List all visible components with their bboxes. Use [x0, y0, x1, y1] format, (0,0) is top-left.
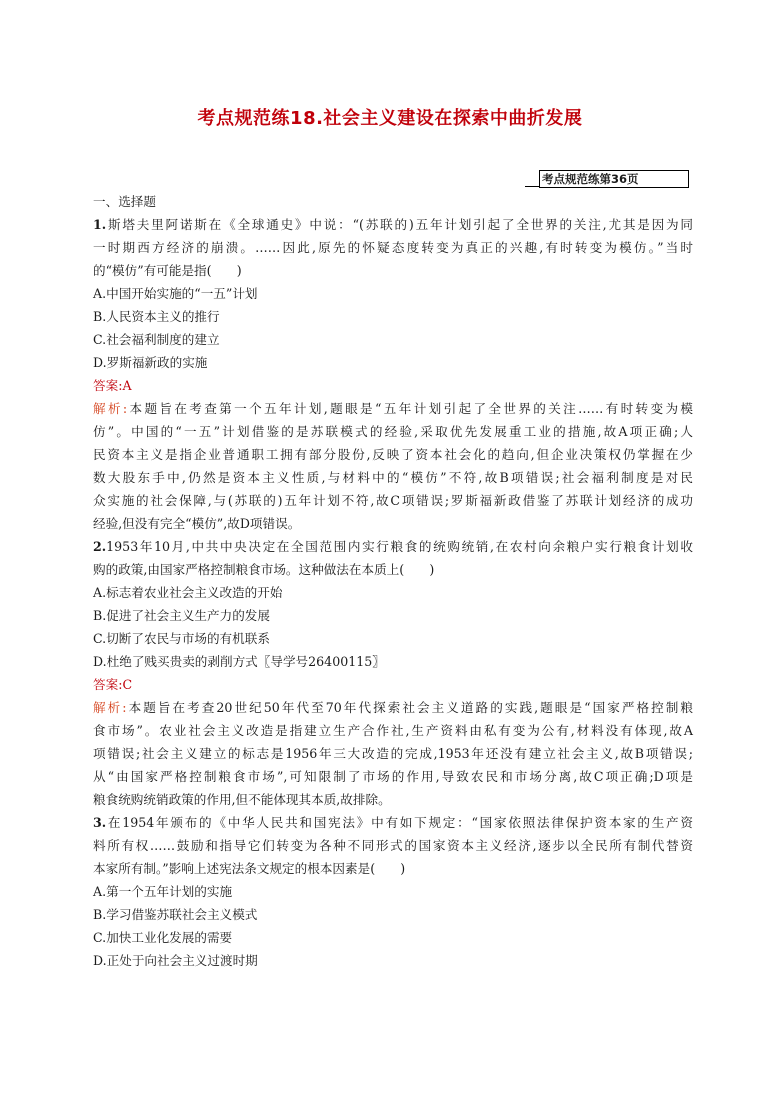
analysis-line: 民资本主义是指企业普通职工拥有部分股份,反映了资本社会化的趋向,但企业决策权仍掌握在少: [93, 447, 693, 462]
analysis-line: 解析:本题旨在考查第一个五年计划,题眼是“五年计划引起了全世界的关注……有时转变为模: [93, 401, 693, 416]
section-heading: 一、选择题: [93, 194, 156, 209]
option-c: C.切断了农民与市场的有机联系: [93, 631, 270, 646]
option-d: D.正处于向社会主义过渡时期: [93, 953, 258, 968]
analysis-line: 众实施的社会保障,与(苏联的)五年计划不符,故C项错误;罗斯福新政借鉴了苏联计划经济的成功: [93, 493, 693, 508]
page-title: 考点规范练18.社会主义建设在探索中曲折发展: [197, 108, 583, 129]
analysis-line: 数大股东手中,仍然是资本主义性质,与材料中的“模仿”不符,故B项错误;社会福利制度是对民: [93, 470, 693, 485]
question-stem-line: 3.在1954年颁布的《中华人民共和国宪法》中有如下规定：“国家依照法律保护资本家的生产资: [93, 815, 693, 830]
analysis-line: 食市场”。农业社会主义改造是指建立生产合作社,生产资料由私有变为公有,材料没有体现,故A: [93, 723, 693, 738]
question-stem-line: 本家所有制。”影响上述宪法条文规定的根本因素是( ): [93, 861, 406, 876]
question-2: [93, 535, 693, 811]
question-number: 3.: [93, 815, 107, 830]
option-b: B.学习借鉴苏联社会主义模式: [93, 907, 258, 922]
analysis-label: 解析:: [93, 700, 127, 715]
analysis-line: 仿”。中国的“一五”计划借鉴的是苏联模式的经验,采取优先发展重工业的措施,故A项正确;人: [93, 424, 693, 439]
question-number: 1.: [93, 217, 107, 232]
analysis-line: 经验,但没有完全“模仿”,故D项错误。: [93, 516, 301, 531]
answer-value: C: [122, 677, 133, 692]
question-3: [93, 811, 693, 972]
answer-line: [93, 673, 693, 696]
option-c: C.社会福利制度的建立: [93, 332, 220, 347]
question-stem-line: 2.1953年10月,中共中央决定在全国范围内实行粮食的统购统销,在农村向余粮户实行粮食计划收: [93, 539, 693, 554]
analysis-line: 粮食统购统销政策的作用,但不能体现其本质,故排除。: [93, 792, 391, 807]
option-a: A.第一个五年计划的实施: [93, 884, 233, 899]
question-stem-line: 购的政策,由国家严格控制粮食市场。这种做法在本质上( ): [93, 562, 435, 577]
question-stem-line: 料所有权……鼓励和指导它们转变为各种不同形式的国家资本主义经济,逐步以全民所有制代替资: [93, 838, 693, 853]
answer-label: 答案:: [93, 677, 123, 692]
answer-label: 答案:: [93, 378, 123, 393]
option-a: A.中国开始实施的“一五”计划: [93, 286, 258, 301]
question-stem-line: 一时期西方经济的崩溃。……因此,原先的怀疑态度转变为真正的兴趣,有时转变为模仿。”当时: [93, 240, 693, 255]
option-b: B.促进了社会主义生产力的发展: [93, 608, 270, 623]
analysis-line: 项错误;社会主义建立的标志是1956年三大改造的完成,1953年还没有建立社会主义,故B项错误;: [93, 746, 693, 761]
question-number: 2.: [93, 539, 107, 554]
page-reference-label: 考点规范练第36页: [539, 170, 689, 188]
option-b: B.人民资本主义的推行: [93, 309, 220, 324]
question-1: [93, 213, 693, 535]
analysis-label: 解析:: [93, 401, 128, 416]
analysis-line: 解析:本题旨在考查20世纪50年代至70年代探索社会主义道路的实践,题眼是“国家严格控制粮: [93, 700, 693, 715]
option-d: D.杜绝了贱买贵卖的剥削方式〖导学号26400115〗: [93, 654, 385, 669]
option-c: C.加快工业化发展的需要: [93, 930, 233, 945]
option-a: A.标志着农业社会主义改造的开始: [93, 585, 283, 600]
question-stem-line: 的“模仿”有可能是指( ): [93, 263, 242, 278]
question-stem-line: 1.斯塔夫里阿诺斯在《全球通史》中说：“(苏联的)五年计划引起了全世界的关注,尤其是因为同: [93, 217, 693, 232]
analysis-line: 从“由国家严格控制粮食市场”,可知限制了市场的作用,导致农民和市场分离,故C项正确;D项是: [93, 769, 693, 784]
question-content: [93, 190, 693, 972]
answer-value: A: [122, 378, 132, 393]
option-d: D.罗斯福新政的实施: [93, 355, 208, 370]
tag-underline: [525, 186, 539, 187]
answer-line: [93, 374, 693, 397]
